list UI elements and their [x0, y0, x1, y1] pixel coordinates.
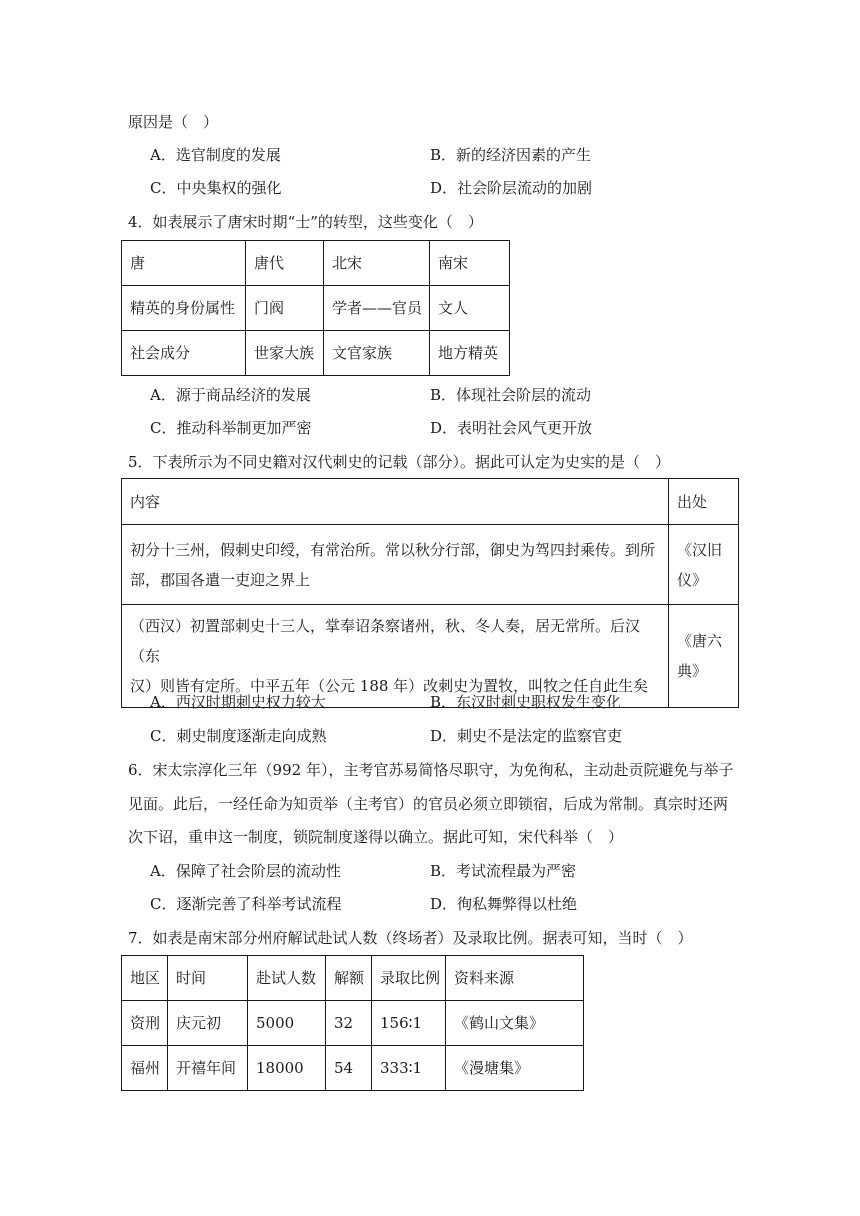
q7-cell: 156∶1	[372, 1001, 446, 1046]
q7-cell: 赴试人数	[248, 956, 326, 1001]
q4-cell: 唐代	[246, 241, 324, 286]
q4-option-a: A．源于商品经济的发展	[150, 386, 311, 404]
q7-table	[121, 955, 584, 1091]
q7-cell: 录取比例	[372, 956, 446, 1001]
q5-option-d: D．刺史不是法定的监察官吏	[430, 727, 623, 745]
q4-option-b: B．体现社会阶层的流动	[430, 386, 592, 404]
q3-option-a: A．选官制度的发展	[150, 146, 281, 164]
q5-option-a: A．西汉时期刺史权力较大	[150, 693, 326, 711]
q3-option-d: D．社会阶层流动的加剧	[430, 179, 593, 197]
q7-cell: 地区	[122, 956, 168, 1001]
q7-stem: 7．如表是南宋部分州府解试赴试人数（终场者）及录取比例。据表可知，当时（ ）	[128, 929, 693, 947]
q5-table	[121, 478, 739, 708]
q5-option-b: B．东汉时刺史职权发生变化	[430, 693, 622, 711]
q7-cell: 32	[326, 1001, 372, 1046]
q7-cell: 资刑	[122, 1001, 168, 1046]
q4-stem: 4．如表展示了唐宋时期“士”的转型，这些变化（ ）	[128, 213, 483, 231]
q5-header-source: 出处	[669, 479, 739, 525]
q7-cell: 333∶1	[372, 1046, 446, 1091]
q4-cell: 世家大族	[246, 331, 324, 376]
q7-cell: 福州	[122, 1046, 168, 1091]
q7-cell: 《漫塘集》	[446, 1046, 584, 1091]
q4-cell: 文官家族	[324, 331, 430, 376]
q5-row-source: 《汉旧 仪》	[669, 525, 739, 605]
q6-option-a: A．保障了社会阶层的流动性	[150, 862, 341, 880]
q4-cell: 北宋	[324, 241, 430, 286]
q5-header-content: 内容	[122, 479, 669, 525]
q4-cell: 社会成分	[122, 331, 246, 376]
q3-stem-tail: 原因是（ ）	[128, 113, 219, 131]
q4-option-c: C．推动科举制更加严密	[150, 419, 312, 437]
q4-table	[121, 240, 510, 376]
q4-cell: 学者——官员	[324, 286, 430, 331]
q7-cell: 54	[326, 1046, 372, 1091]
q3-option-b: B．新的经济因素的产生	[430, 146, 592, 164]
q4-cell: 精英的身份属性	[122, 286, 246, 331]
q6-option-b: B．考试流程最为严密	[430, 862, 577, 880]
q5-row-source: 《唐六 典》	[669, 605, 739, 708]
q4-cell: 南宋	[430, 241, 510, 286]
q7-cell: 解额	[326, 956, 372, 1001]
q6-option-c: C．逐渐完善了科举考试流程	[150, 895, 342, 913]
q7-cell: 18000	[248, 1046, 326, 1091]
q6-stem-line-1: 6．宋太宗淳化三年（992 年），主考官苏易简恪尽职守，为免徇私，主动赴贡院避免与举子	[128, 761, 734, 779]
q6-stem-line-3: 次下诏，重申这一制度，锁院制度遂得以确立。据此可知，宋代科举（ ）	[128, 828, 624, 846]
q4-cell: 地方精英	[430, 331, 510, 376]
q7-cell: 时间	[168, 956, 248, 1001]
q4-cell: 唐	[122, 241, 246, 286]
q4-cell: 门阀	[246, 286, 324, 331]
q4-option-d: D．表明社会风气更开放	[430, 419, 593, 437]
q3-option-c: C．中央集权的强化	[150, 179, 282, 197]
q7-cell: 开禧年间	[168, 1046, 248, 1091]
q5-stem: 5．下表所示为不同史籍对汉代刺史的记载（部分）。据此可认定为史实的是（ ）	[128, 453, 671, 471]
q5-row-content: 初分十三州，假刺史印绶，有常治所。常以秋分行部，御史为驾四封乘传。到所 部，郡国各遣一吏迎之界上	[122, 525, 669, 605]
q5-option-c: C．刺史制度逐渐走向成熟	[150, 727, 327, 745]
q7-cell: 《鹤山文集》	[446, 1001, 584, 1046]
q6-stem-line-2: 见面。此后，一经任命为知贡举（主考官）的官员必须立即锁宿，后成为常制。真宗时还两	[128, 795, 729, 813]
q5-row-content: （西汉）初置部刺史十三人，掌奉诏条察诸州，秋、冬人奏，居无常所。后汉（东 汉）则皆有定所。中平五年（公元 188 年）改刺史为置牧，叫牧之任自此生矣	[122, 605, 669, 708]
q7-cell: 5000	[248, 1001, 326, 1046]
q7-cell: 资料来源	[446, 956, 584, 1001]
q7-cell: 庆元初	[168, 1001, 248, 1046]
q6-option-d: D．徇私舞弊得以杜绝	[430, 895, 578, 913]
q4-cell: 文人	[430, 286, 510, 331]
